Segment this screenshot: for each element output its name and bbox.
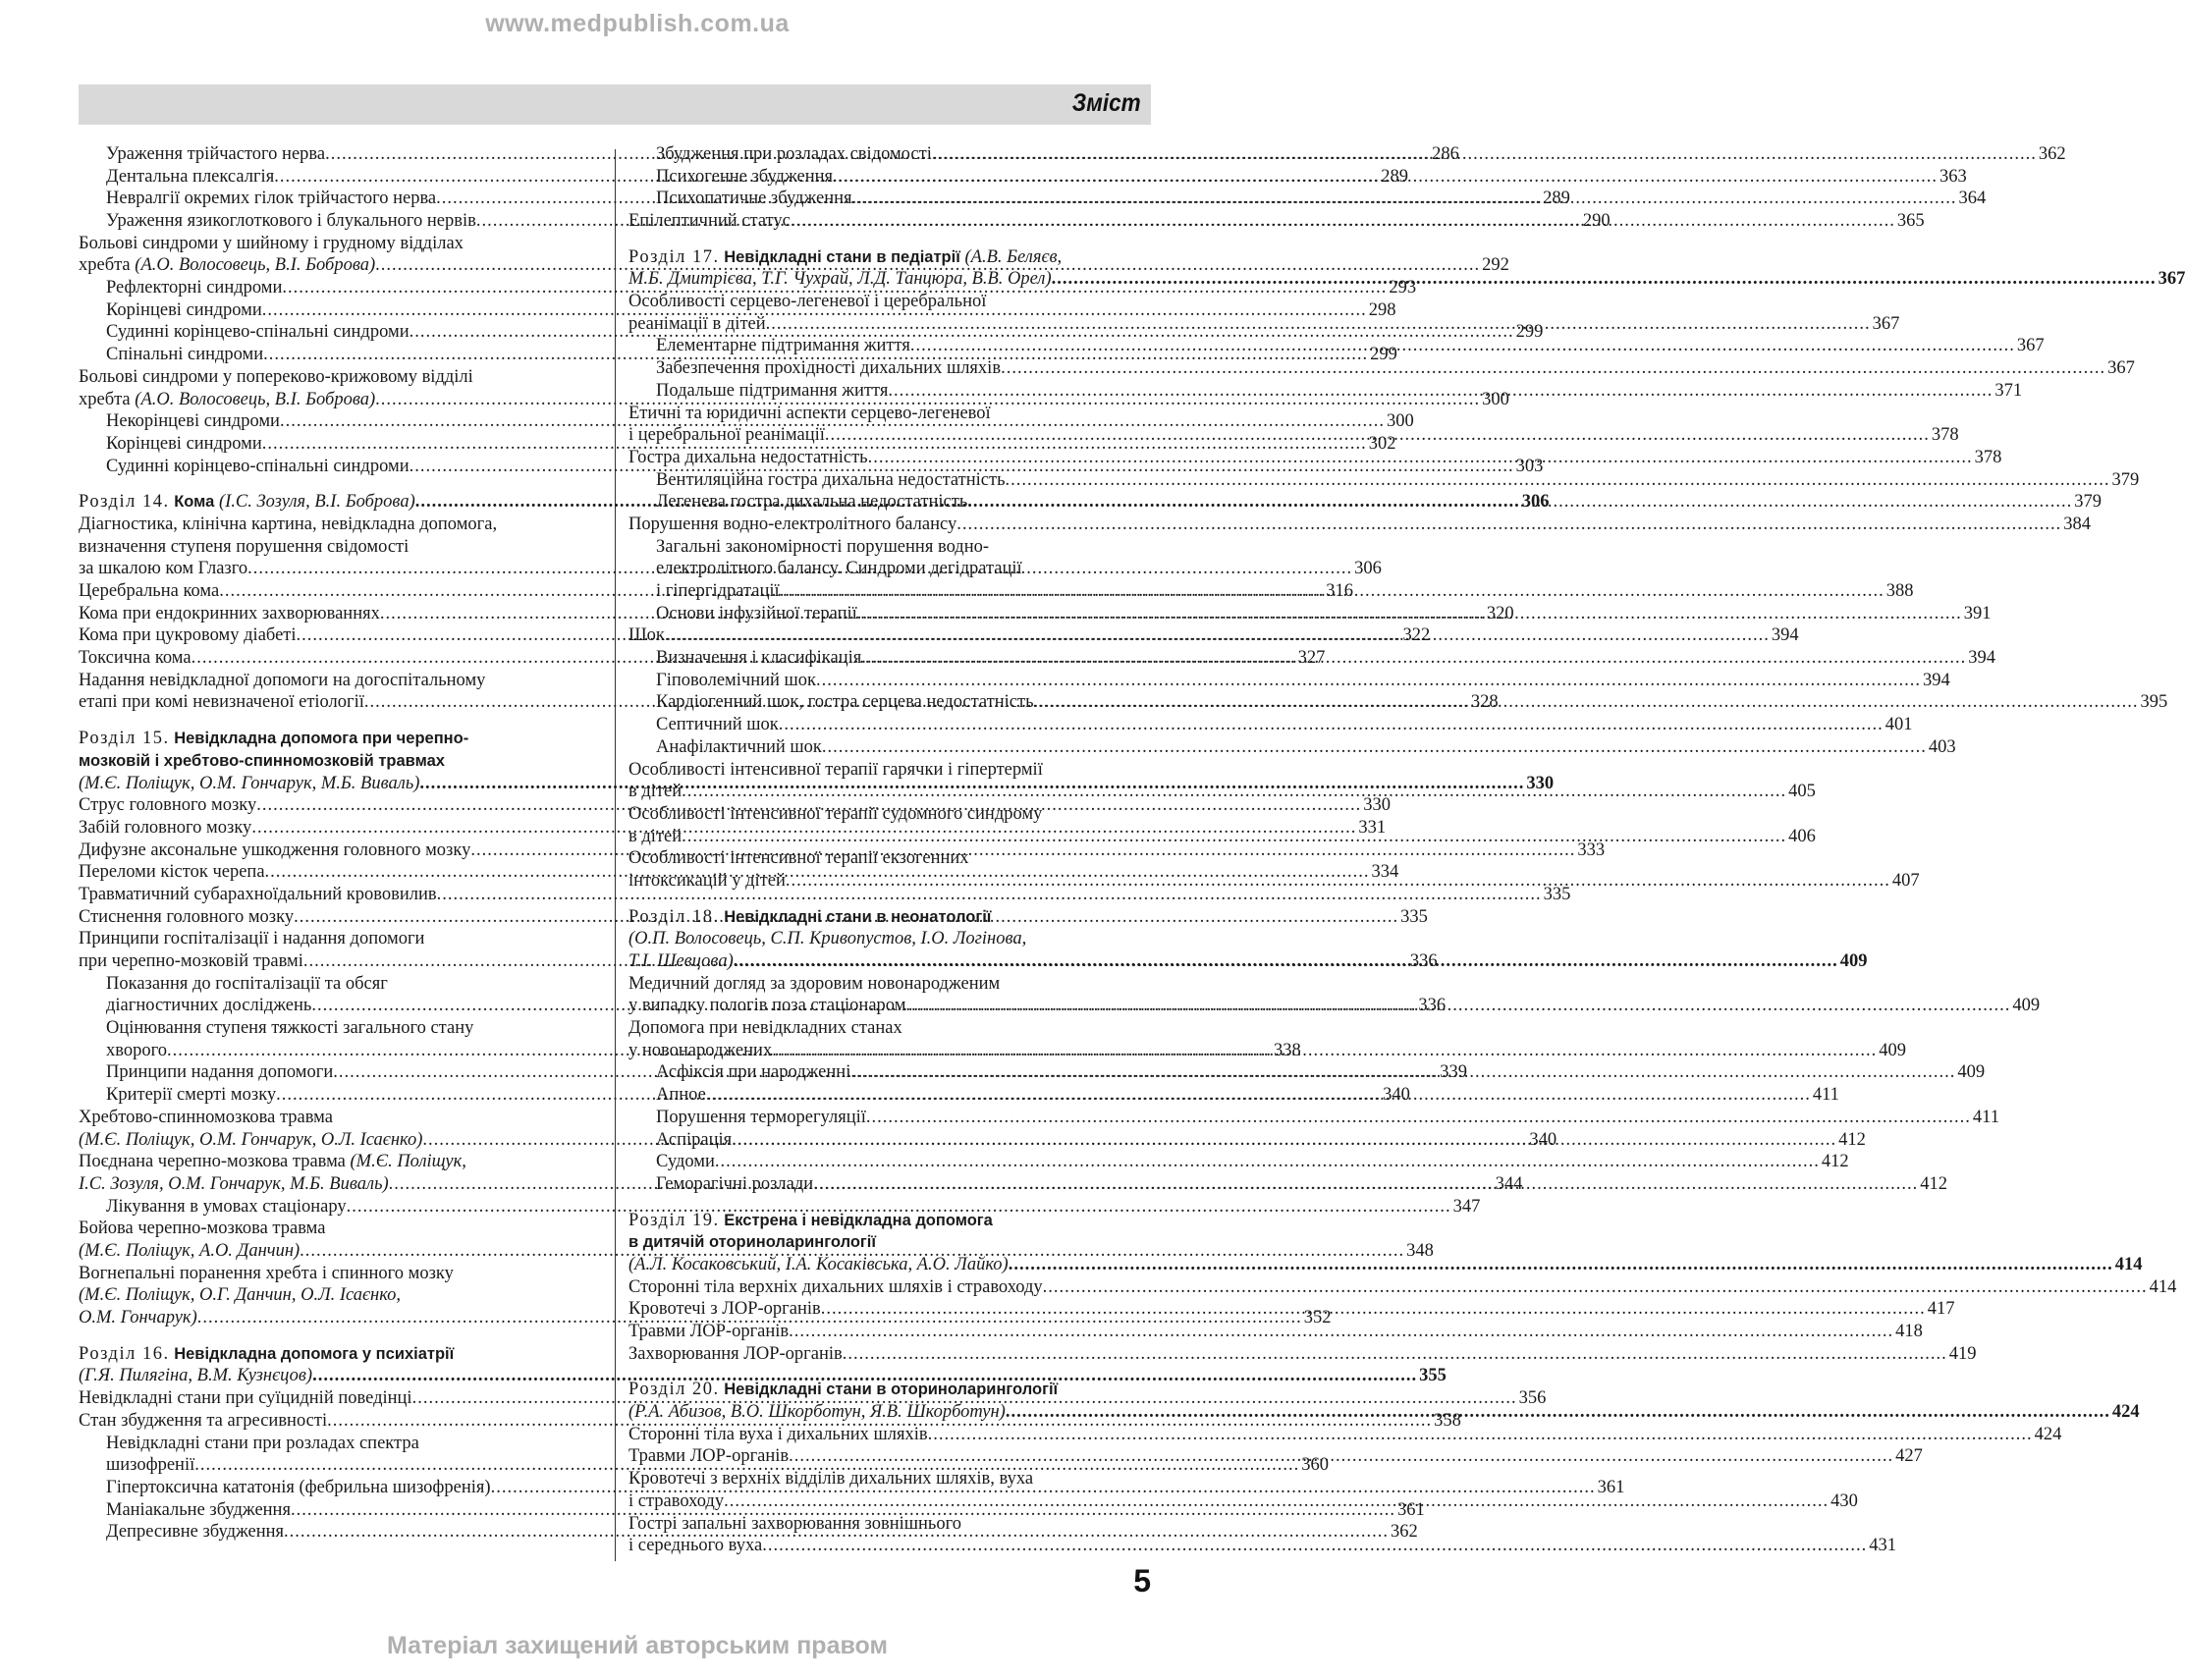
toc-entry[interactable]: Некорінцеві синдроми ..... 300 [79, 410, 601, 433]
toc-entry-line: Вогнепальні поранення хребта і спинного мозку [79, 1263, 454, 1283]
toc-entry[interactable]: (М.Є. Поліщук, А.О. Данчин) ..... 348 [79, 1240, 601, 1263]
toc-entry[interactable]: Геморагічні розлади ..... 412 [628, 1173, 1151, 1196]
toc-entry[interactable]: шизофренії ..... 360 [79, 1454, 601, 1477]
toc-entry-line: (М.Є. Поліщук, О.Г. Данчин, О.Л. Ісаєнко, [79, 1285, 402, 1306]
toc-entry[interactable]: хворого ..... 338 [79, 1040, 601, 1062]
toc-entry[interactable]: Апное ..... 411 [628, 1084, 1151, 1107]
toc-entry[interactable]: Травми ЛОР-органів ..... 427 [628, 1446, 1151, 1469]
watermark-bottom: Матеріал захищений авторським правом [387, 1632, 888, 1659]
toc-entry-line: Етичні та юридичні аспекти серцево-легеневої [628, 403, 991, 423]
toc-entry[interactable]: Психопатичне збудження ..... 364 [628, 188, 1151, 210]
toc-entry[interactable]: (М.Є. Поліщук, О.М. Гончарук, О.Л. Ісаєнко) ..... 340 [79, 1129, 601, 1152]
toc-entry[interactable]: Стиснення головного мозку ..... 335 [79, 906, 601, 929]
toc-entry-line: Показання до госпіталізації та обсяг [106, 973, 388, 994]
toc-entry-line: Больові синдроми у шийному і грудному відділах [79, 233, 464, 253]
toc-entry[interactable]: хребта (А.О. Волосовець, В.І. Боброва) ..... 300 [79, 389, 601, 411]
toc-entry[interactable]: Гостра дихальна недостатність ..... 378 [628, 447, 1151, 469]
toc-entry-line: Допомога при невідкладних станах [628, 1018, 902, 1039]
toc-entry[interactable]: Рефлекторні синдроми ..... 293 [79, 277, 601, 299]
toc-entry[interactable]: Кровотечі з ЛОР-органів ..... 417 [628, 1298, 1151, 1321]
toc-entry-line: Кровотечі з верхніх відділів дихальних шляхів, вуха [628, 1469, 1034, 1490]
toc-entry[interactable]: Токсична кома ..... 327 [79, 647, 601, 670]
section-heading-15[interactable]: Розділ 15. Невідкладна допомога при черепно- [79, 729, 469, 749]
toc-entry[interactable]: Стан збудження та агресивності ..... 358 [79, 1410, 601, 1433]
toc-entry[interactable]: Кома при цукровому діабеті ..... 322 [79, 624, 601, 647]
toc-entry[interactable]: Травми ЛОР-органів ..... 418 [628, 1321, 1151, 1343]
toc-entry-line: визначення ступеня порушення свідомості [79, 536, 410, 557]
toc-entry[interactable]: Струс головного мозку ..... 330 [79, 794, 601, 817]
toc-entry[interactable]: Судинні корінцево-спінальні синдроми ..... 303 [79, 456, 601, 478]
toc-entry[interactable]: Судинні корінцево-спінальні синдроми ..... 299 [79, 322, 601, 345]
section-heading-20[interactable]: Розділ 20. Невідкладні стани в оториноларингології [628, 1380, 1059, 1400]
toc-entry[interactable]: Судоми ..... 412 [628, 1151, 1151, 1173]
toc-entry[interactable]: Подальше підтримання життя ..... 371 [628, 380, 1151, 403]
toc-entry-line: Надання невідкладної допомоги на догоспітальному [79, 670, 486, 690]
toc-entry[interactable]: Спінальні синдроми ..... 299 [79, 344, 601, 366]
toc-entry[interactable]: Основи інфузійної терапії ..... 391 [628, 603, 1151, 625]
toc-entry[interactable]: О.М. Гончарук) ..... 352 [79, 1307, 601, 1329]
section-heading-19-line2: в дитячій оториноларингології [628, 1233, 877, 1252]
toc-entry[interactable]: і гіпергідратації ..... 388 [628, 580, 1151, 603]
watermark-top: www.medpublish.com.ua [485, 10, 790, 37]
toc-entry[interactable]: за шкалою ком Глазго ..... 306 [79, 558, 601, 580]
toc-entry[interactable]: етапі при комі невизначеної етіології ..... 328 [79, 692, 601, 715]
toc-entry[interactable]: Дентальна плексалгія ..... 289 [79, 166, 601, 189]
toc-entry[interactable]: Визначення і класифікація ..... 394 [628, 647, 1151, 670]
toc-entry[interactable]: Сторонні тіла вуха і дихальних шляхів ..... 424 [628, 1424, 1151, 1446]
toc-entry[interactable]: Асфіксія при народженні ..... 409 [628, 1062, 1151, 1085]
toc-entry[interactable]: інтоксикацій у дітей ..... 407 [628, 870, 1151, 893]
toc-entry-line: Особливості інтенсивної терапії судомного синдрому [628, 803, 1043, 824]
section-heading-19-authors: (А.Л. Косаковський, І.А. Косаківська, А.О. Лайко) ..... 414 [628, 1254, 1151, 1276]
toc-entry-line: Больові синдроми у попереково-крижовому відділі [79, 366, 473, 387]
toc-entry[interactable]: Кома при ендокринних захворюваннях ..... 320 [79, 603, 601, 625]
section-heading-18-authors: (О.П. Волосовець, С.П. Кривопустов, І.О. Логінова, [628, 929, 1027, 949]
section-heading-14[interactable]: Розділ 14. Кома (І.С. Зозуля, В.І. Боброва) ..... 306 [79, 491, 601, 514]
toc-entry[interactable]: Маніакальне збудження ..... 361 [79, 1499, 601, 1522]
toc-entry-line: Особливості інтенсивної терапії гарячки і гіпертермії [628, 759, 1043, 780]
section-heading-15-line2: мозковій і хребтово-спинномозковій травмах [79, 751, 445, 770]
toc-entry[interactable]: і церебральної реанімації ..... 378 [628, 424, 1151, 447]
toc-entry[interactable]: при черепно-мозковій травмі ..... 336 [79, 950, 601, 973]
toc-entry[interactable]: Порушення терморегуляції ..... 411 [628, 1107, 1151, 1129]
toc-entry[interactable]: Церебральна кома ..... 316 [79, 580, 601, 603]
toc-entry[interactable]: Корінцеві синдроми ..... 302 [79, 433, 601, 456]
section-heading-17[interactable]: Розділ 17. Невідкладні стани в педіатрії (А.В. Беляєв, [628, 246, 1063, 267]
toc-entry-line: Хребтово-спинномозкова травма [79, 1107, 333, 1127]
toc-entry[interactable]: і середнього вуха ..... 431 [628, 1535, 1151, 1557]
toc-entry[interactable]: в дітей ..... 406 [628, 826, 1151, 848]
toc-entry-line: Оцінювання ступеня тяжкості загального стану [106, 1018, 474, 1039]
toc-entry[interactable]: Забій головного мозку ..... 331 [79, 817, 601, 840]
toc-entry[interactable]: Переломи кісток черепа ..... 334 [79, 861, 601, 884]
toc-entry[interactable]: діагностичних досліджень ..... 336 [79, 995, 601, 1017]
toc-entry[interactable]: Септичний шок ..... 401 [628, 714, 1151, 736]
toc-entry[interactable]: Шок ..... 394 [628, 624, 1151, 647]
section-heading-19[interactable]: Розділ 19. Екстрена і невідкладна допомога [628, 1210, 993, 1230]
toc-entry[interactable]: і стравоходу ..... 430 [628, 1490, 1151, 1513]
toc-entry-line: Поєднана черепно-мозкова травма (М.Є. Поліщук, [79, 1152, 466, 1172]
toc-entry-line: Медичний догляд за здоровим новонародженим [628, 973, 1001, 994]
toc-entry[interactable]: Аспірація ..... 412 [628, 1129, 1151, 1152]
section-heading-16[interactable]: Розділ 16. Невідкладна допомога у психіатрії [79, 1343, 455, 1364]
toc-entry[interactable]: у випадку пологів поза стаціонаром ..... 409 [628, 995, 1151, 1017]
toc-entry[interactable]: у новонароджених ..... 409 [628, 1040, 1151, 1062]
toc-entry[interactable]: Критерії смерті мозку ..... 340 [79, 1084, 601, 1107]
toc-entry[interactable]: Принципи надання допомоги ..... 339 [79, 1062, 601, 1085]
toc-entry[interactable]: Невралгії окремих гілок трійчастого нерва ..... 289 [79, 188, 601, 210]
toc-entry[interactable]: Сторонні тіла верхніх дихальних шляхів і стравоходу ..... 414 [628, 1276, 1151, 1299]
toc-entry-line: Невідкладні стани при розладах спектра [106, 1433, 419, 1453]
toc-entry[interactable]: Анафілактичний шок ..... 403 [628, 736, 1151, 759]
toc-entry[interactable]: в дітей ..... 405 [628, 781, 1151, 803]
toc-entry[interactable]: Психогенне збудження ..... 363 [628, 166, 1151, 189]
toc-entry-line: Діагностика, клінічна картина, невідкладна допомога, [79, 515, 498, 534]
toc-entry[interactable]: І.С. Зозуля, О.М. Гончарук, М.Б. Виваль) ..... 344 [79, 1173, 601, 1196]
toc-entry[interactable]: Кардіогенний шок, гостра серцева недостатність ..... 395 [628, 692, 1151, 715]
toc-entry[interactable]: Вентиляційна гостра дихальна недостатність ..... 379 [628, 469, 1151, 492]
toc-entry-line: Загальні закономірності порушення водно- [656, 536, 990, 557]
toc-entry-line: Принципи госпіталізації і надання допомоги [79, 929, 425, 949]
toc-entry[interactable]: Ураження язикоглоткового і блукального нервів ..... 290 [79, 210, 601, 233]
section-heading-20-authors: (Р.А. Абизов, В.О. Шкорботун, Я.В. Шкорботун) ..... 424 [628, 1401, 1151, 1424]
header-band [79, 84, 1151, 125]
toc-entry[interactable]: Ураження трійчастого нерва ..... 286 [79, 143, 601, 166]
toc-entry[interactable]: Лікування в умовах стаціонару ..... 347 [79, 1196, 601, 1219]
toc-entry[interactable]: Невідкладні стани при суїцидній поведінці ..... 356 [79, 1387, 601, 1410]
section-heading-16-authors: (Г.Я. Пилягіна, В.М. Кузнєцов) ..... 355 [79, 1365, 601, 1387]
toc-entry[interactable]: Забезпечення прохідності дихальних шляхів ..... 367 [628, 357, 1151, 380]
toc-entry[interactable]: Епілептичний статус ..... 365 [628, 210, 1151, 233]
toc-entry[interactable]: Травматичний субарахноїдальний крововилив ..... 335 [79, 884, 601, 906]
toc-entry[interactable]: Гіповолемічний шок ..... 394 [628, 670, 1151, 692]
section-heading-18[interactable]: Розділ 18. Невідкладні стани в неонатології [628, 906, 992, 927]
toc-entry[interactable]: Легенева гостра дихальна недостатність ..... 379 [628, 491, 1151, 514]
toc-entry-line: електролітного балансу. Синдроми дегідратації [656, 559, 1022, 579]
section-heading-17-authors: М.Б. Дмитрієва, Т.Г. Чухрай, Л.Д. Танцюра, В.В. Орел) ..... 367 [628, 268, 1151, 291]
toc-entry[interactable]: Корінцеві синдроми ..... 298 [79, 299, 601, 322]
toc-entry[interactable]: Збудження при розладах свідомості ..... 362 [628, 143, 1151, 166]
toc-entry-line: Особливості серцево-легеневої і церебральної [628, 292, 987, 312]
toc-entry-line: Бойова черепно-мозкова травма [79, 1219, 326, 1239]
toc-entry[interactable]: реанімації в дітей ..... 367 [628, 313, 1151, 336]
toc-entry[interactable]: Дифузне аксональне ушкодження головного мозку ..... 333 [79, 840, 601, 862]
toc-entry[interactable]: хребта (А.О. Волосовець, В.І. Боброва) ..... 292 [79, 254, 601, 277]
toc-entry[interactable]: Депресивне збудження ..... 362 [79, 1521, 601, 1544]
section-heading-15-authors: (М.Є. Поліщук, О.М. Гончарук, М.Б. Виваль) ..... 330 [79, 773, 601, 795]
toc-entry[interactable]: Гіпертоксична кататонія (фебрильна шизофренія) ..... 361 [79, 1477, 601, 1499]
section-heading-18-authors-end: Т.І. Шевцова) ..... 409 [628, 950, 1151, 973]
header-title: Зміст [1072, 89, 1141, 117]
toc-entry[interactable]: Порушення водно-електролітного балансу ..... 384 [628, 514, 1151, 536]
toc-entry[interactable]: Захворювання ЛОР-органів ..... 419 [628, 1343, 1151, 1366]
toc-entry[interactable]: Елементарне підтримання життя ..... 367 [628, 336, 1151, 358]
toc-entry-line: Особливості інтенсивної терапії екзогенних [628, 848, 969, 869]
toc-entry-line: Гострі запальні захворювання зовнішнього [628, 1513, 961, 1534]
page-number: 5 [1133, 1563, 1151, 1599]
